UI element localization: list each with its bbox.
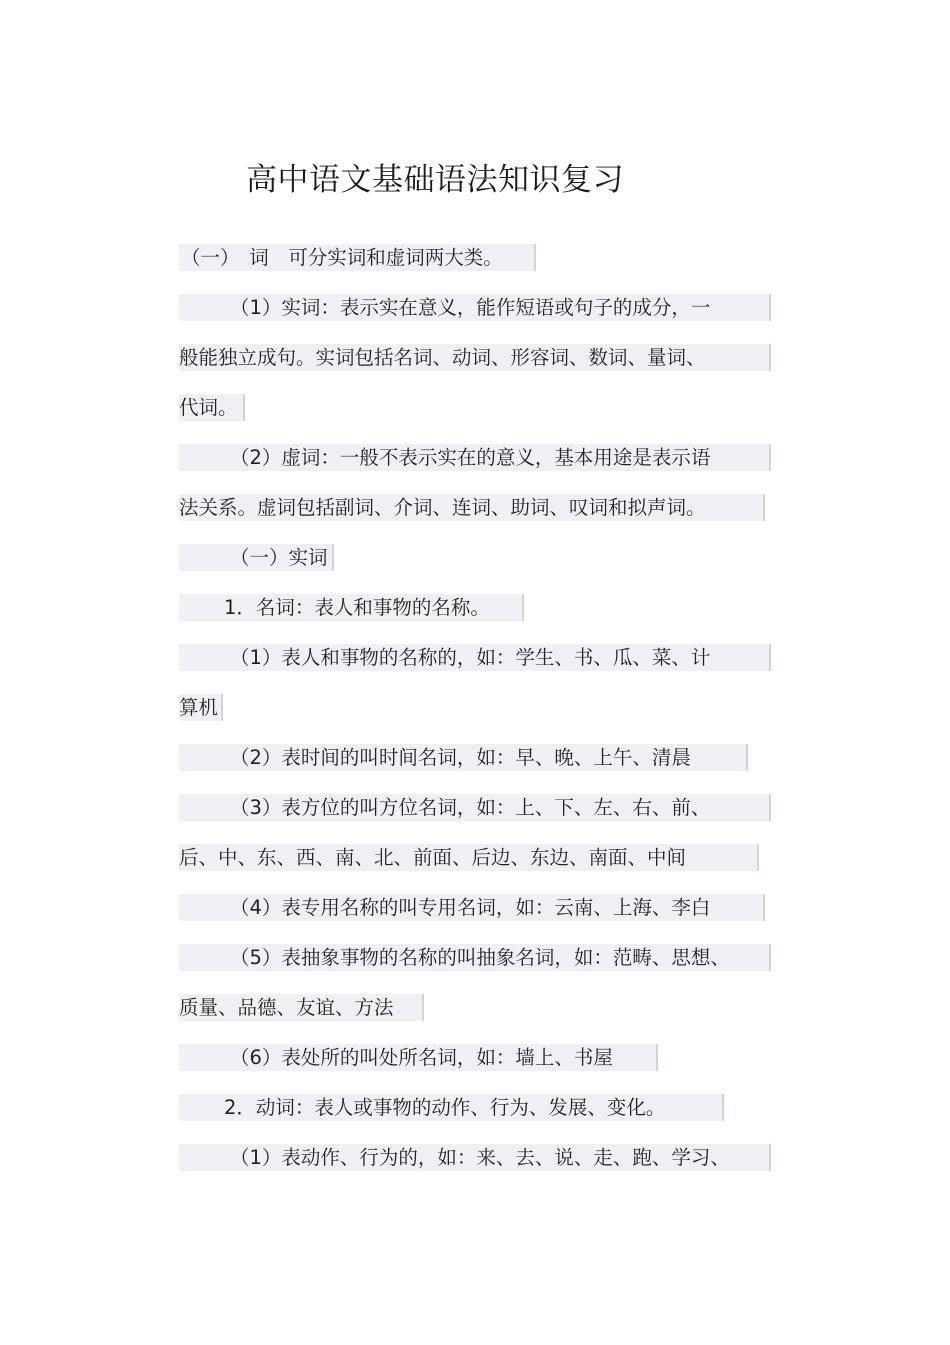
text-line — [179, 444, 771, 471]
text-line — [179, 1144, 771, 1171]
text-line — [179, 244, 536, 271]
line-text: 2．动词：表人或事物的动作、行为、发展、变化。 — [224, 1096, 666, 1119]
text-line — [179, 494, 765, 521]
text-line — [179, 344, 771, 371]
line-text: （2）虚词：一般不表示实在的意义，基本用途是表示语 — [230, 446, 711, 469]
document-title: 高中语文基础语法知识复习 — [246, 162, 624, 198]
line-text: （5）表抽象事物的名称的叫抽象名词，如：范畴、思想、 — [230, 946, 730, 969]
line-text: 算机 — [179, 696, 219, 719]
line-text: （一）实词 — [230, 546, 328, 569]
line-text: （一） 词 可分实词和虚词两大类。 — [181, 246, 503, 269]
text-line — [179, 994, 424, 1021]
line-text: 代词。 — [179, 396, 238, 419]
text-line — [179, 1044, 658, 1071]
text-line — [179, 644, 771, 671]
line-text: （2）表时间的叫时间名词，如：早、晚、上午、清晨 — [230, 746, 691, 769]
line-text: 后、中、东、西、南、北、前面、后边、东边、南面、中间 — [179, 846, 687, 869]
text-line — [179, 894, 765, 921]
text-line — [179, 394, 245, 421]
line-text: （1）表动作、行为的，如：来、去、说、走、跑、学习、 — [230, 1146, 730, 1169]
line-text: （1）表人和事物的名称的，如：学生、书、瓜、菜、计 — [230, 646, 711, 669]
text-line — [179, 594, 524, 621]
line-text: （4）表专用名称的叫专用名词，如：云南、上海、李白 — [230, 896, 711, 919]
line-text: 1．名词：表人和事物的名称。 — [224, 596, 490, 619]
text-line — [179, 944, 771, 971]
text-line — [179, 294, 771, 321]
text-line — [179, 744, 748, 771]
text-line — [179, 694, 223, 721]
line-text: （3）表方位的叫方位名词，如：上、下、左、右、前、 — [230, 796, 711, 819]
line-text: 质量、品德、友谊、方法 — [179, 996, 394, 1019]
line-text: （6）表处所的叫处所名词，如：墙上、书屋 — [230, 1046, 613, 1069]
text-line — [179, 1094, 724, 1121]
line-text: 般能独立成句。实词包括名词、动词、形容词、数词、量词、 — [179, 346, 706, 369]
text-line — [179, 794, 771, 821]
text-line — [179, 544, 334, 571]
line-text: 法关系。虚词包括副词、介词、连词、助词、叹词和拟声词。 — [179, 496, 706, 519]
line-text: （1）实词：表示实在意义，能作短语或句子的成分，一 — [230, 296, 711, 319]
text-line — [179, 844, 759, 871]
